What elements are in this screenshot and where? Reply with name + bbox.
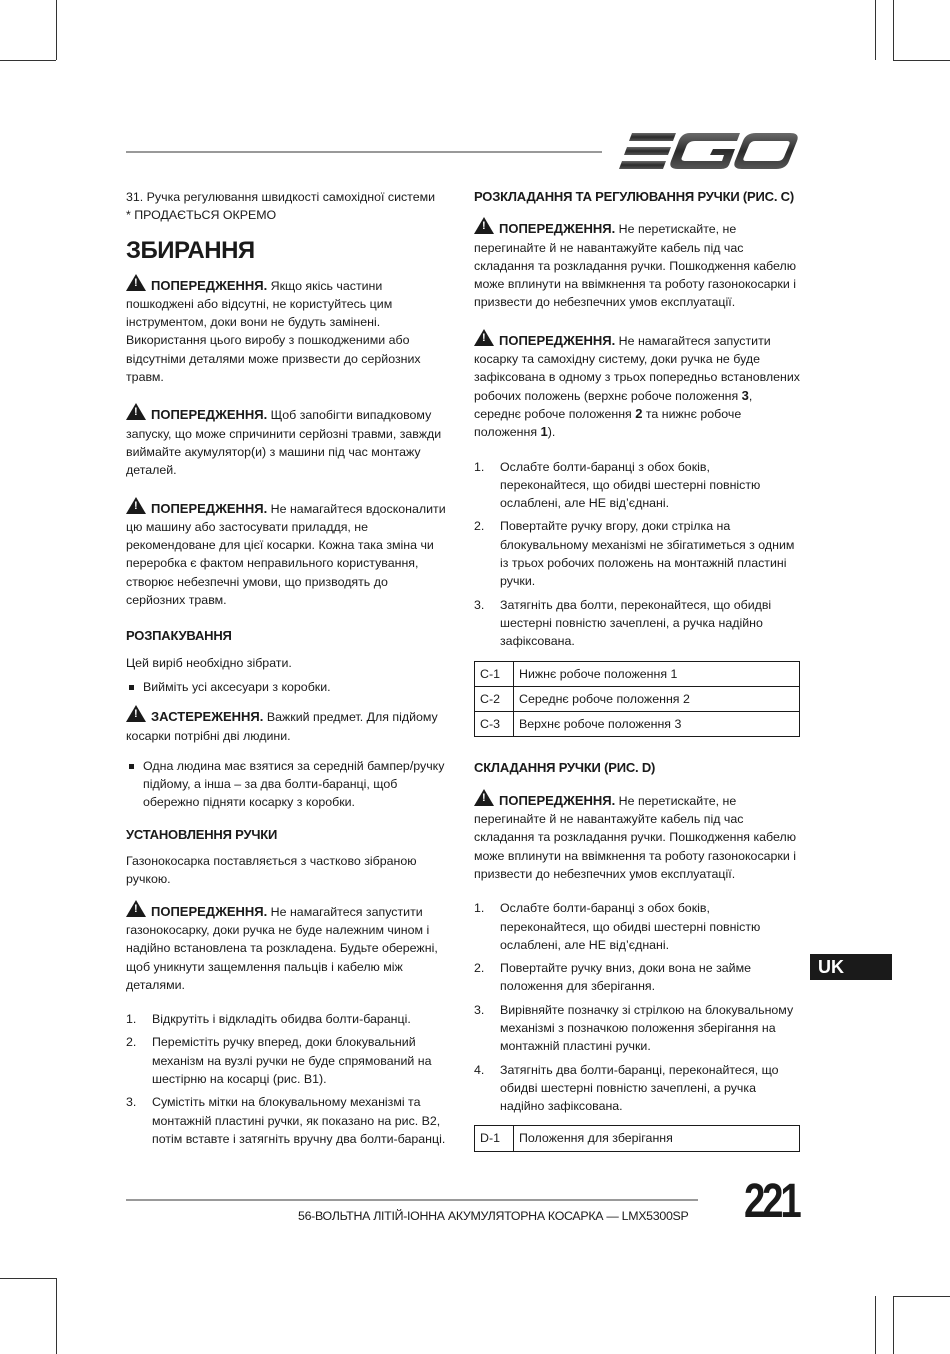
list-item <box>126 1093 448 1148</box>
warning-icon <box>126 403 146 420</box>
page-number: 221 <box>744 1175 799 1228</box>
step-number: 3. <box>474 597 485 612</box>
crop-mark <box>893 1296 894 1354</box>
crop-mark <box>875 1296 876 1354</box>
warning-icon <box>126 705 146 722</box>
warning-no-modification <box>126 496 448 610</box>
step-number: 2. <box>474 961 485 976</box>
warning-text: ). <box>547 425 556 440</box>
step-number: 3. <box>474 1002 485 1017</box>
warning-text: Не намагайтеся запустити косарку та самохідну систему, доки ручка не буде зафіксована в одному з трьох попередньо встановлених робочих положень (верхнє робоче положення <box>474 333 801 403</box>
section-title-assembly: ЗБИРАННЯ <box>126 236 255 264</box>
table-row <box>475 686 800 711</box>
crop-mark <box>893 0 894 60</box>
warning-cable-fold <box>474 788 800 883</box>
heading-fold-handle: СКЛАДАННЯ РУЧКИ (РИС. D) <box>474 760 656 776</box>
list-item: Вийміть усі аксесуари з коробки. <box>126 678 448 696</box>
parts-list-item-31: 31. Ручка регулювання швидкості самохідної системи <box>126 190 436 204</box>
list-item <box>474 596 800 651</box>
warning-text: Не перетискайте, не перегинайте й не навантажуйте кабель під час складання та розкладання ручки. Пошкодження кабелю може вплинути на ввімкнення та роботу газонокосарки і призвести до небезпечних умов експлуатації. <box>474 793 797 881</box>
crop-mark <box>893 60 950 61</box>
crop-mark <box>56 0 57 60</box>
warning-text: , середнє робоче положення <box>474 388 753 421</box>
list-item: Одна людина має взятися за середній бампер/ручку підйому, а інша – за два болти-баранці, щоб обережно підняти косарку з коробки. <box>126 757 448 812</box>
position-number: 1 <box>540 424 548 440</box>
step-number: 2. <box>126 1035 137 1050</box>
table-key: C-2 <box>475 686 514 711</box>
step-number: 4. <box>474 1062 485 1077</box>
footer-product-name: 56-ВОЛЬТНА ЛІТІЙ-ІОННА АКУМУЛЯТОРНА КОСАРКА — LMX5300SP <box>298 1209 689 1223</box>
step-text: Перемістіть ручку вперед, доки блокувальний механізм на вузлі ручки не буде спрямований на шестірню на косарці (рис. B1). <box>152 1035 432 1086</box>
unfold-steps <box>474 458 800 651</box>
warning-icon <box>474 217 494 234</box>
warning-label: ПОПЕРЕДЖЕННЯ. <box>151 277 268 293</box>
caution-heavy-object <box>126 704 448 745</box>
caution-label: ЗАСТЕРЕЖЕННЯ. <box>151 709 264 725</box>
header-rule <box>126 151 602 153</box>
table-value: Нижнє робоче положення 1 <box>514 661 800 686</box>
left-column <box>126 188 448 1158</box>
warning-text: Щоб запобігти випадковому запуску, що може спричинити серйозні травми, завжди виймайте акумулятор(и) з машини під час монтажу деталей. <box>126 408 442 478</box>
list-item <box>126 1033 448 1088</box>
table-value: Положення для зберігання <box>514 1126 800 1151</box>
unpacking-list-1 <box>126 678 448 696</box>
list-item <box>474 458 800 513</box>
heading-handle-install: УСТАНОВЛЕННЯ РУЧКИ <box>126 826 278 842</box>
step-text: Повертайте ручку вгору, доки стрілка на блокувальному механізмі не збігатиметься з одним із трьох робочих положень на монтажній пластині ручки. <box>500 519 795 589</box>
warning-label: ПОПЕРЕДЖЕННЯ. <box>499 792 616 808</box>
step-text: Вирівняйте позначку зі стрілкою на блокувальному механізмі з позначкою положення зберігання на монтажній пластині ручки. <box>500 1002 794 1054</box>
caution-text: Важкий предмет. Для підйому косарки потрібні дві людини. <box>126 710 438 743</box>
step-text: Затягніть два болти, переконайтеся, що обидві шестерні повністю зачеплені, а ручка надійно зафіксована. <box>500 597 772 649</box>
step-text: Сумістіть мітки на блокувальному механізмі та монтажній пластині ручки, як показано на рис. B2, потім вставте і затягніть вручну два болти-баранці. <box>152 1095 446 1146</box>
ego-logo <box>618 131 800 171</box>
warning-cable <box>474 216 800 311</box>
step-number: 1. <box>126 1012 137 1027</box>
step-text: Повертайте ручку вниз, доки вона не займе положення для зберігання. <box>500 961 751 994</box>
handle-install-text: Газонокосарка поставляється з частково зібраною ручкою. <box>126 854 417 887</box>
list-item <box>474 1001 800 1056</box>
warning-damaged-parts <box>126 273 448 387</box>
list-item <box>474 1061 800 1116</box>
warning-label: ПОПЕРЕДЖЕННЯ. <box>151 407 268 423</box>
table-value: Середнє робоче положення 2 <box>514 686 800 711</box>
crop-mark <box>0 60 56 61</box>
table-key: C-3 <box>475 712 514 737</box>
step-number: 1. <box>474 459 485 474</box>
table-row <box>475 712 800 737</box>
step-text: Ослабте болти-баранці з обох боків, переконайтеся, що обидві шестерні повністю ослаблені, але НЕ від’єднані. <box>500 901 761 952</box>
crop-mark <box>875 0 876 60</box>
warning-icon <box>126 900 146 917</box>
right-column <box>474 188 800 1174</box>
list-item <box>474 517 800 590</box>
heading-unfold-handle: РОЗКЛАДАННЯ ТА РЕГУЛЮВАННЯ РУЧКИ (РИС. C) <box>474 189 794 204</box>
list-item <box>474 899 800 954</box>
step-number: 2. <box>474 519 485 534</box>
footer-rule <box>126 1199 698 1201</box>
position-number: 3 <box>741 387 749 403</box>
positions-table <box>474 661 800 738</box>
fold-steps <box>474 899 800 1115</box>
warning-icon <box>126 497 146 514</box>
warning-text: Не перетискайте, не перегинайте й не навантажуйте кабель під час складання та розкладання ручки. Пошкодження кабелю може вплинути на ввімкнення та роботу газонокосарки і призвести до небезпечних умов експлуатації. <box>474 222 797 310</box>
table-key: D-1 <box>475 1126 514 1151</box>
warning-text: Не намагайтеся вдосконалити цю машину або застосувати приладдя, не рекомендоване для цієї косарки. Кожна така зміна чи переробка є фактом неправильного користування, створює небезпечні умови, що призводять до серйозних травм. <box>126 501 446 608</box>
warning-icon <box>474 789 494 806</box>
crop-mark <box>0 1278 56 1279</box>
warning-handle-positions <box>474 328 800 442</box>
warning-handle-install <box>126 899 448 994</box>
ego-logo-icon <box>618 131 800 171</box>
warning-text: та нижнє робоче положення <box>474 406 742 440</box>
step-number: 1. <box>474 901 485 916</box>
step-text: Затягніть два болти-баранці, переконайтеся, що обидві шестерні повністю зачеплені, а ручка надійно зафіксована. <box>500 1062 779 1114</box>
language-tab: UK <box>810 954 892 980</box>
list-item <box>126 1010 448 1028</box>
warning-label: ПОПЕРЕДЖЕННЯ. <box>151 903 268 919</box>
table-row <box>475 1126 800 1151</box>
unpacking-list-2 <box>126 757 448 812</box>
storage-table <box>474 1125 800 1151</box>
warning-icon <box>474 329 494 346</box>
table-key: C-1 <box>475 661 514 686</box>
warning-icon <box>126 274 146 291</box>
warning-label: ПОПЕРЕДЖЕННЯ. <box>499 332 616 348</box>
heading-unpacking: РОЗПАКУВАННЯ <box>126 628 232 644</box>
step-text: Відкрутіть і відкладіть обидва болти-баранці. <box>152 1012 411 1027</box>
crop-mark <box>56 1278 57 1354</box>
handle-install-steps <box>126 1010 448 1148</box>
step-text: Ослабте болти-баранці з обох боків, переконайтеся, що обидві шестерні повністю ослаблені, але НЕ від’єднані. <box>500 459 761 511</box>
table-row <box>475 661 800 686</box>
warning-text: Якщо якісь частини пошкоджені або відсутні, не користуйтесь цим інструментом, доки вони не будуть замінені. Використання цього виробу з пошкодженими або відсутніми деталями може призвести до серйозних травм. <box>126 278 421 385</box>
warning-remove-battery <box>126 402 448 479</box>
sold-separately-note: * ПРОДАЄТЬСЯ ОКРЕМО <box>126 208 277 223</box>
unpacking-text: Цей виріб необхідно зібрати. <box>126 655 292 670</box>
crop-mark <box>893 1296 950 1297</box>
list-item <box>474 959 800 996</box>
warning-label: ПОПЕРЕДЖЕННЯ. <box>151 500 268 516</box>
table-value: Верхнє робоче положення 3 <box>514 712 800 737</box>
position-number: 2 <box>635 405 643 421</box>
warning-label: ПОПЕРЕДЖЕННЯ. <box>499 221 616 237</box>
warning-text: Не намагайтеся запустити газонокосарку, доки ручка не буде належним чином і надійно встановлена та розкладена. Будьте обережні, щоб уникнути защемлення пальців і кабелю між деталями. <box>126 904 438 992</box>
step-number: 3. <box>126 1095 137 1110</box>
